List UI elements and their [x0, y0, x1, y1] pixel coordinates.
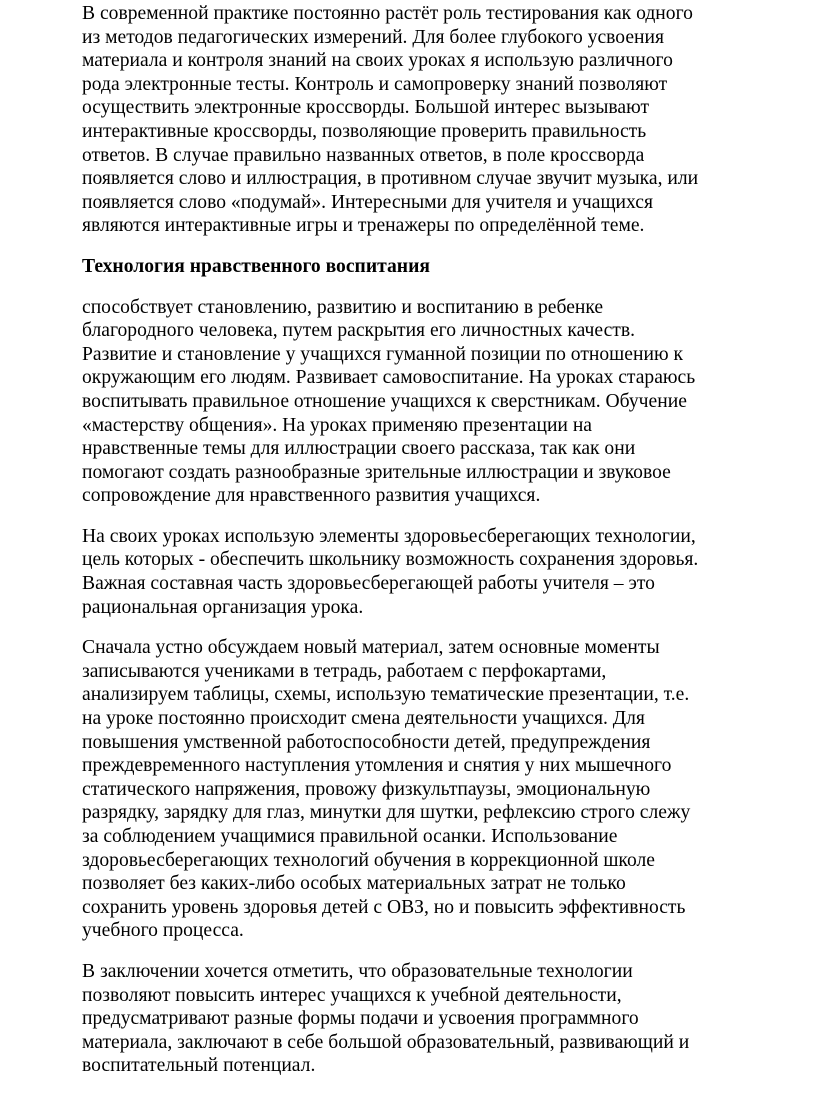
paragraph-lesson-organization: Сначала устно обсуждаем новый материал, затем основные моменты записываются учениками в тетрадь, работаем с перфокартами, анализируем таблицы, схемы, использую тематические презентации, т.е. на уроке постоянно происходит смена деятельности учащихся. Для повышения умственной работоспособности детей, предупреждения преждевременного наступления утомления и снятия у них мышечного статического напряжения, провожу физкультпаузы, эмоциональную разрядку, зарядку для глаз, минутки для шутки, рефлексию строго слежу за соблюдением учащимися правильной осанки. Использование здоровьесберегающих технологий обучения в коррекционной школе позволяет без каких-либо особых материальных затрат не только сохранить уровень здоровья детей с ОВЗ, но и повысить эффективность учебного процесса. — [82, 637, 691, 942]
document-page — [82, 0, 742, 1095]
section-heading: Технология нравственного воспитания — [82, 255, 430, 277]
paragraph-testing: В современной практике постоянно растёт роль тестирования как одного из методов педагогических измерений. Для более глубокого усвоения материала и контроля знаний на своих уроках я использую различного рода электронные тесты. Контроль и самопроверку знаний позволяют осуществить электронные кроссворды. Большой интерес вызывают интерактивные кроссворды, позволяющие проверить правильность ответов. В случае правильно названных ответов, в поле кроссворда появляется слово и иллюстрация, в противном случае звучит музыка, или появляется слово «подумай». Интересными для учителя и учащихся являются интерактивные игры и тренажеры по определённой теме. — [82, 3, 699, 237]
paragraph-conclusion: В заключении хочется отметить, что образовательные технологии позволяют повысить интерес учащихся к учебной деятельности, предусматривают разные формы подачи и усвоения программного материала, заключают в себе большой образовательный, развивающий и воспитательный потенциал. — [82, 960, 690, 1077]
paragraph-health-technologies: На своих уроках использую элементы здоровьесберегающих технологии, цель которых - обеспечить школьнику возможность сохранения здоровья. Важная составная часть здоровьесберегающей работы учителя – это рациональная организация урока. — [82, 525, 699, 618]
paragraph-moral-education: способствует становлению, развитию и воспитанию в ребенке благородного человека, путем раскрытия его личностных качеств. Развитие и становление у учащихся гуманной позиции по отношению к окружающим его людям. Развивает самовоспитание. На уроках стараюсь воспитывать правильное отношение учащихся к сверстникам. Обучение «мастерству общения». На уроках применяю презентации на нравственные темы для иллюстрации своего рассказа, так как они помогают создать разнообразные зрительные иллюстрации и звуковое сопровождение для нравственного развития учащихся. — [82, 296, 696, 507]
